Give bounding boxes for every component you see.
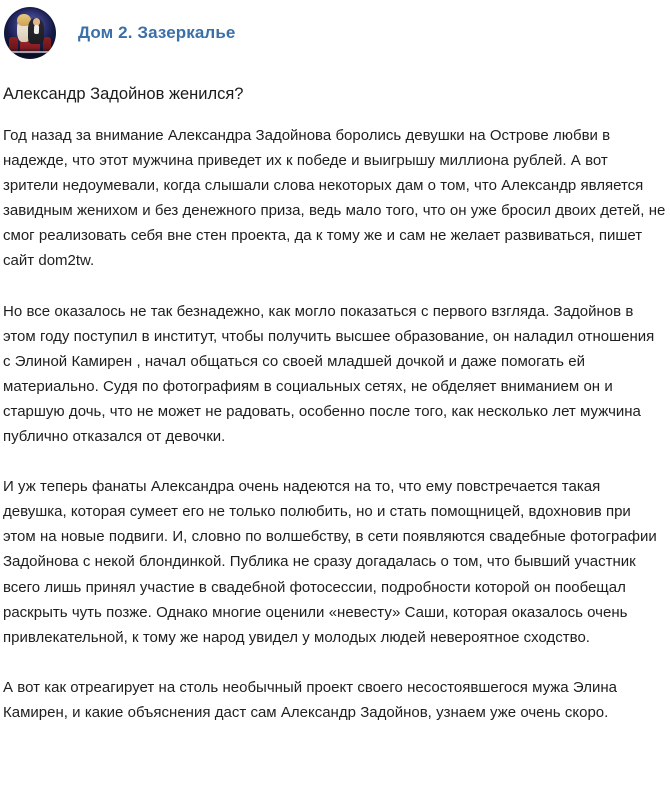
avatar-caption-strip [4, 48, 56, 57]
article-body [3, 123, 666, 725]
channel-avatar[interactable] [4, 7, 56, 59]
avatar-shirt-man [33, 25, 38, 35]
article-paragraph: И уж теперь фанаты Александра очень надеются на то, что ему повстречается такая девушка, которая сумеет его не только полюбить, но и стать помощницей, вдохновив при этом на новые подвиги. И, словно по волшебству, в сети появляются свадебные фотографии Задойнова с некой блондинкой. Публика не сразу догадалась о том, что бывший участник всего лишь принял участие в свадебной фотосессии, подробности которой он пообещал раскрыть чуть позже. Однако многие оценили «невесту» Саши, которая оказалось очень привлекательной, к тому же народ увидел у молодых людей невероятное сходство. [3, 478, 657, 646]
article-paragraph: А вот как отреагирует на столь необычный проект своего несостоявшегося мужа Элина Камирен, и какие объяснения даст сам Александр Задойнов, узнаем уже очень скоро. [3, 678, 617, 721]
article-paragraph: Но все оказалось не так безнадежно, как могло показаться с первого взгляда. Задойнов в этом году поступил в институт, чтобы получить высшее образование, он наладил отношения с Элиной Камирен , начал общаться со своей младшей дочкой и даже помогать ей материально. Судя по фотографиям в социальных сетях, не обделяет вниманием он и старшую дочь, что не может не радовать, особенно после того, как несколько лет мужчина публично отказался от девочки. [3, 302, 655, 446]
channel-title[interactable]: Дом 2. Зазеркалье [78, 23, 236, 42]
channel-header [3, 0, 666, 64]
article-paragraph: Год назад за внимание Александра Задойнова боролись девушки на Острове любви в надежде, что этот мужчина приведет их к победе и выигрышу миллиона рублей. А вот зрители недоумевали, когда слышали слова некоторых дам о том, что Александр является завидным женихом и без денежного приза, ведь мало того, что он уже бросил двоих детей, не смог реализовать себя вне стен проекта, да к тому же и сам не желает развиваться, пишет сайт dom2tw. [3, 127, 666, 270]
page-title: Александр Задойнов женился? [3, 85, 244, 103]
